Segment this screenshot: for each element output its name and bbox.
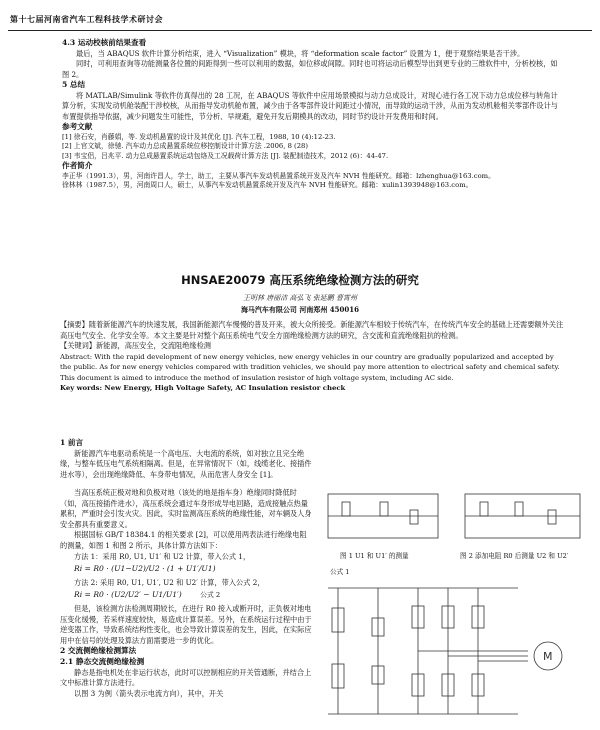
figure-1-resistor <box>380 502 388 516</box>
section-1-paragraph-3: 根据国标 GB/T 18384.1 的相关要求 [2]，可以使用两表法进行绝缘电阻的测量，如图 1 和图 2 所示，具体计算方法如下： <box>60 530 307 550</box>
author-bio: 徐林林（1987.5），男，河南周口人，硕士，从事汽车发动机悬置系统开发及汽车 NVH 性能研究。邮箱：xulin1393948@163.com。 <box>62 181 473 190</box>
body-left-column <box>60 438 312 480</box>
reference-item: [2] 上官文斌，徐驰. 汽车动力总成悬置系统位移控制设计计算方法 .2006, 8 (28) <box>62 142 309 151</box>
abstract-en: Abstract: With the rapid development of new energy vehicles, new energy vehicles in our country are gradually popularized and accepted by the public. As for new energy vehicles compared with tradition vehicles, we should pay more attention to electrical safety and chemical safety. This document is aimed to introduce the method of insulation resistor of high voltage system, including AC side. <box>60 352 560 382</box>
reference-item: [3] 韦宝侣，吕兆平. 动力总成悬置系统运动包络及工况载荷计算方法 [J]. 装配制造技术，2012 (6)：44-47. <box>62 151 389 160</box>
figure-2-resistor <box>515 502 523 516</box>
section-2-1-title: 2.1 静态交流侧绝缘检测 <box>60 656 145 666</box>
formula-2 <box>74 590 312 601</box>
section-1-paragraph-4: 但是，该检测方法检测周期较长，在进行 R0 接入或断开时，正负极对地电压变化缓慢，若采样速度较快，易造成计算误差。另外，在系统运行过程中由于逆变器工作，导致系统结构性变化，也会导致计算误差的发生，因此，在实际应用中在信号的处理及算法方面需要进一步的优化。 <box>60 603 312 645</box>
keywords-cn: 【关键词】新能源，高压安全，交流阻绝缘检测 <box>60 341 211 350</box>
header-rule <box>8 30 592 31</box>
section-5-paragraph: 将 MATLAB/Simulink 等软件仿真得出的 28 工况，在 ABAQUS 等软件中应用场景模拟与动力总成设计，对现心进行各工况下动力总成位移与转角计算分析，实现发动机舱装配干涉校核，从而指导发动机舱布置，减少由于各零部件设计间距过小情况，而导致的运动干涉，从而为发动机舱相关零部件设计与布置提供指导依据，减少问题发生可能性，节分析、早规避，避免开发后期模具的改动，同时节约设计开发费用和时间。 <box>62 90 558 121</box>
section-2-1-paragraph-2: 以图 3 为例（箭头表示电流方向），其中，开关 <box>74 688 224 698</box>
formula-1-label: 公式 1 <box>330 568 350 576</box>
author-bio: 李正华（1991.3），男，河南许昌人，学士，助工，主要从事汽车发动机悬置系统开发及汽车 NVH 性能研究。邮箱：lzhenghua@163.com。 <box>62 171 495 180</box>
section-1-paragraph-2: 当高压系统正极对地和负极对地（该处的地是指车身）绝缘同时降低时（如，高压接插件进水），高压系统会通过车身形成导电回路，造成接触点热量累积，严重时会引发火灾。因此，实时监测高压系统的绝缘性能，对车辆及人身安全都具有重要意义。 <box>60 488 312 529</box>
section-1-title: 1 前言 <box>60 438 84 447</box>
motor-label: M <box>543 650 553 663</box>
section-2-1-paragraph: 静态是指电机处在非运行状态，此时可以控制相应的开关管通断，并结合上文中标准计算方法进行。 <box>60 667 312 688</box>
section-1-paragraph-1: 新能源汽车电驱动系统是一个高电压、大电流的系统，如对独立且完全绝缘，与整车低压电气系统相隔离。但是，在异常情况下（如，线缆老化、接插件进水等），会出现绝缘降低、车身带电情况，从而危害人身安全 [1]。 <box>60 448 312 479</box>
figure-3-inverter-circuit <box>318 578 590 724</box>
body-left-column-2 <box>60 488 312 699</box>
formula-2-expression: Ri = R0 · (U2/U2′ − U1/U1′) <box>74 590 182 600</box>
formula-2-label: 公式 2 <box>200 591 221 600</box>
abstract-cn: 【摘要】随着新能源汽车的快速发展，我国新能源汽车慢慢的普及开来，被大众所接受。新能源汽车相较于传统汽车，在传统汽车安全的基础上还需要额外关注高压电气安全、化学安全等。本文主要是针对整个高压系统电气安全方面绝缘检测方法的研究，含交流和直流绝缘阻抗的检测。 <box>60 320 564 340</box>
paper-authors: 王明林 唐丽洁 高弘飞 张延鹏 曹霄州 <box>243 294 357 302</box>
figure-1-resistor <box>342 502 350 516</box>
figure-2-resistor <box>548 510 556 524</box>
author-bio-title: 作者简介 <box>62 161 93 171</box>
formula-1: Ri = R0 · (U1−U2)/U2 · (1 + U1′/U1) <box>74 564 216 574</box>
method-1-text: 方法 1：采用 R0, U1, U1′ 和 U2 计算，带入公式 1， <box>74 551 251 561</box>
figure-1-resistor <box>410 510 418 524</box>
section-4-3-paragraph-1: 最后，当 ABAQUS 软件计算分析结束，进入 “Visualization” 模块，将 “deformation scale factor” 设置为 1，便于观察结果是否干涉。 <box>76 48 525 58</box>
keywords-en: Key words: New Energy, High Voltage Safety, AC Insulation resistor check <box>60 384 346 392</box>
references-title: 参考文献 <box>62 122 93 131</box>
section-2-title: 2 交流侧绝缘检测算法 <box>60 646 137 656</box>
figure-1-caption: 图 1 U1 和 U1′ 的测量 <box>340 552 409 560</box>
running-header: 第十七届河南省汽车工程科技学术研讨会 <box>10 14 163 24</box>
abstract-block <box>60 320 565 394</box>
previous-paper-section <box>62 38 562 191</box>
paper-title: HNSAE20079 高压系统绝缘检测方法的研究 <box>181 273 419 287</box>
section-5-title: 5 总结 <box>62 80 86 89</box>
figure-1-2-circuits <box>320 488 590 548</box>
section-4-3-title: 4.3 运动校核前结果查看 <box>62 38 147 47</box>
reference-item: [1] 徐石安，肖藤娟，等. 发动机悬置的设计及其优化 [J]. 汽车工程，1988, 10 (4):12-23. <box>62 132 336 141</box>
method-2-text: 方法 2: 采用 R0, U1, U1′, U2 和 U2′ 计算，带入公式 2， <box>74 577 265 587</box>
paper-affiliation: 海马汽车有限公司 河南郑州 450016 <box>240 305 360 314</box>
section-4-3-paragraph-2: 同时，可利用查询等功能测量各位置的间距得到一些可以利用的数据，如位移或间隙。同时也可将运动后模型导出到更专业的三维软件中，分析校核，如图 2。 <box>62 59 558 79</box>
figure-2-caption: 图 2 添加电阻 R0 后测量 U2 和 U2′ <box>460 552 569 560</box>
figure-2-resistor <box>480 502 488 516</box>
